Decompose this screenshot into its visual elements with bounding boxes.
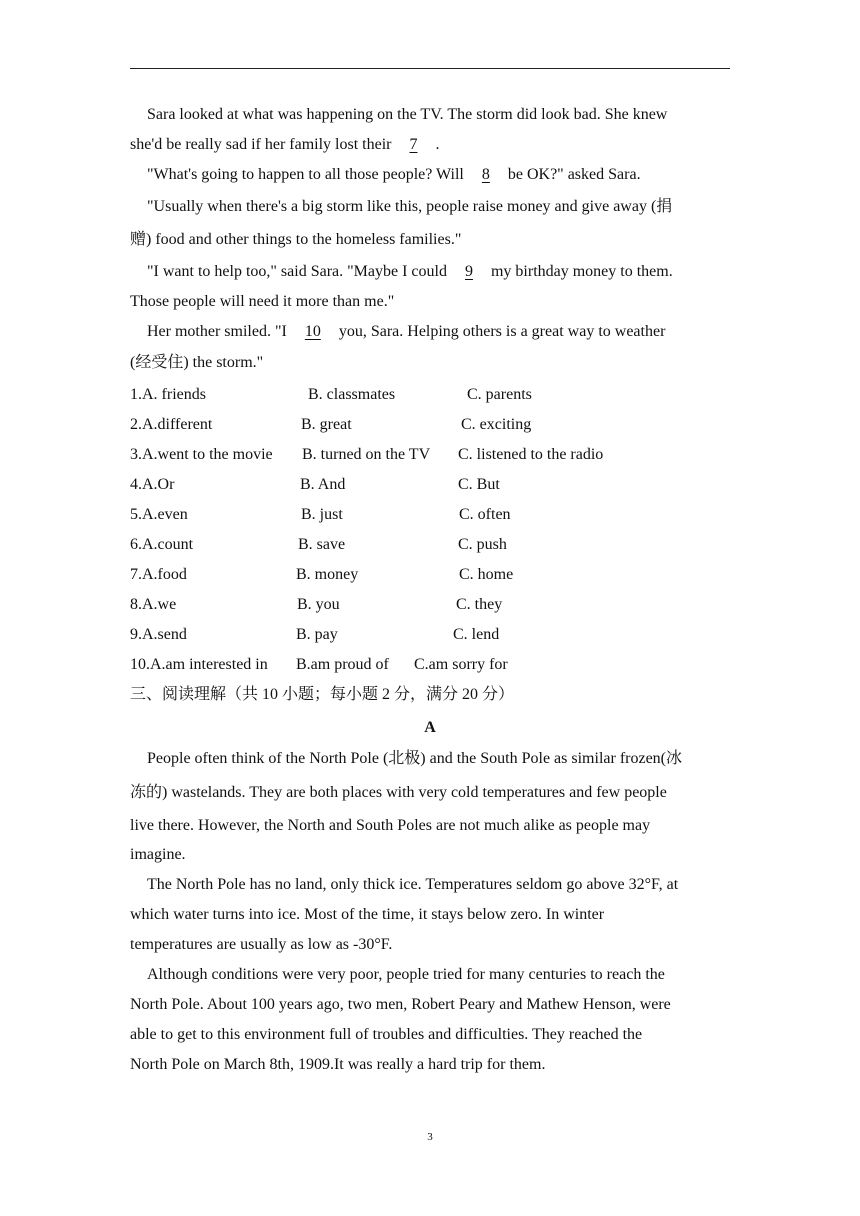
option-5-c: C. often	[459, 506, 511, 523]
section-heading: 三、阅读理解（共 10 小题；每小题 2 分，满分 20 分）	[130, 686, 515, 703]
option-5-b: B. just	[301, 506, 343, 523]
option-1-c: C. parents	[467, 386, 532, 403]
passage-line: 冻的) wastelands. They are both places with very cold temperatures and few people	[130, 784, 667, 801]
passage-line: The North Pole has no land, only thick ice. Temperatures seldom go above 32°F, at	[147, 876, 679, 893]
passage-line: live there. However, the North and South Poles are not much alike as people may	[130, 817, 651, 834]
passage-line: imagine.	[130, 846, 186, 863]
option-2-b: B. great	[301, 416, 352, 433]
blank-7: 7	[409, 136, 418, 153]
passage-line: North Pole. About 100 years ago, two men, Robert Peary and Mathew Henson, were	[130, 996, 671, 1013]
option-7-a: 7.A.food	[130, 566, 187, 583]
story-text: she'd be really sad if her family lost their	[130, 136, 392, 153]
story-text: be OK?" asked Sara.	[507, 166, 641, 183]
option-10-b: B.am proud of	[296, 656, 389, 673]
option-1-b: B. classmates	[308, 386, 396, 403]
option-8-a: 8.A.we	[130, 596, 177, 613]
option-6-b: B. save	[298, 536, 346, 553]
option-9-c: C. lend	[453, 626, 500, 643]
story-text: Her mother smiled. "I	[147, 323, 287, 340]
option-3-c: C. listened to the radio	[458, 446, 604, 463]
story-line: Those people will need it more than me."	[130, 293, 395, 310]
passage-line: People often think of the North Pole (北极) and the South Pole as similar frozen(冰	[147, 750, 683, 767]
story-line	[147, 261, 673, 283]
option-10-c: C.am sorry for	[414, 656, 508, 673]
passage-label: A	[424, 719, 436, 736]
option-5-a: 5.A.even	[130, 506, 188, 523]
story-line: "Usually when there's a big storm like this, people raise money and give away (捐	[147, 198, 673, 215]
story-text: you, Sara. Helping others is a great way to weather	[338, 323, 666, 340]
option-9-b: B. pay	[296, 626, 338, 643]
option-4-c: C. But	[458, 476, 500, 493]
blank-8: 8	[481, 166, 490, 183]
story-line: Sara looked at what was happening on the TV. The storm did look bad. She knew	[147, 106, 668, 123]
passage-line: which water turns into ice. Most of the time, it stays below zero. In winter	[130, 906, 605, 923]
option-8-b: B. you	[297, 596, 340, 613]
option-6-a: 6.A.count	[130, 536, 194, 553]
blank-9: 9	[464, 263, 473, 280]
option-4-b: B. And	[300, 476, 346, 493]
story-line: 赠) food and other things to the homeless families."	[130, 231, 462, 248]
story-text: my birthday money to them.	[490, 263, 673, 280]
option-2-c: C. exciting	[461, 416, 532, 433]
story-line: (经受住) the storm."	[130, 354, 264, 371]
passage-line: temperatures are usually as low as -30°F.	[130, 936, 393, 953]
blank-10: 10	[304, 323, 321, 340]
passage-line: able to get to this environment full of troubles and difficulties. They reached the	[130, 1026, 643, 1043]
option-3-a: 3.A.went to the movie	[130, 446, 273, 463]
page-number: 3	[427, 1131, 433, 1143]
story-text: .	[435, 136, 440, 153]
story-line	[147, 321, 665, 343]
option-2-a: 2.A.different	[130, 416, 213, 433]
story-line	[130, 134, 439, 156]
option-9-a: 9.A.send	[130, 626, 187, 643]
option-1-a: 1.A. friends	[130, 386, 206, 403]
option-8-c: C. they	[456, 596, 503, 613]
option-7-c: C. home	[459, 566, 514, 583]
passage-line: North Pole on March 8th, 1909.It was really a hard trip for them.	[130, 1056, 546, 1073]
option-6-c: C. push	[458, 536, 507, 553]
story-text: "I want to help too," said Sara. "Maybe I could	[147, 263, 447, 280]
option-7-b: B. money	[296, 566, 359, 583]
passage-line: Although conditions were very poor, people tried for many centuries to reach the	[147, 966, 665, 983]
option-3-b: B. turned on the TV	[302, 446, 431, 463]
header-rule	[130, 68, 730, 69]
option-10-a: 10.A.am interested in	[130, 656, 268, 673]
story-text: "What's going to happen to all those people? Will	[147, 166, 464, 183]
option-4-a: 4.A.Or	[130, 476, 175, 493]
story-line	[147, 164, 641, 186]
